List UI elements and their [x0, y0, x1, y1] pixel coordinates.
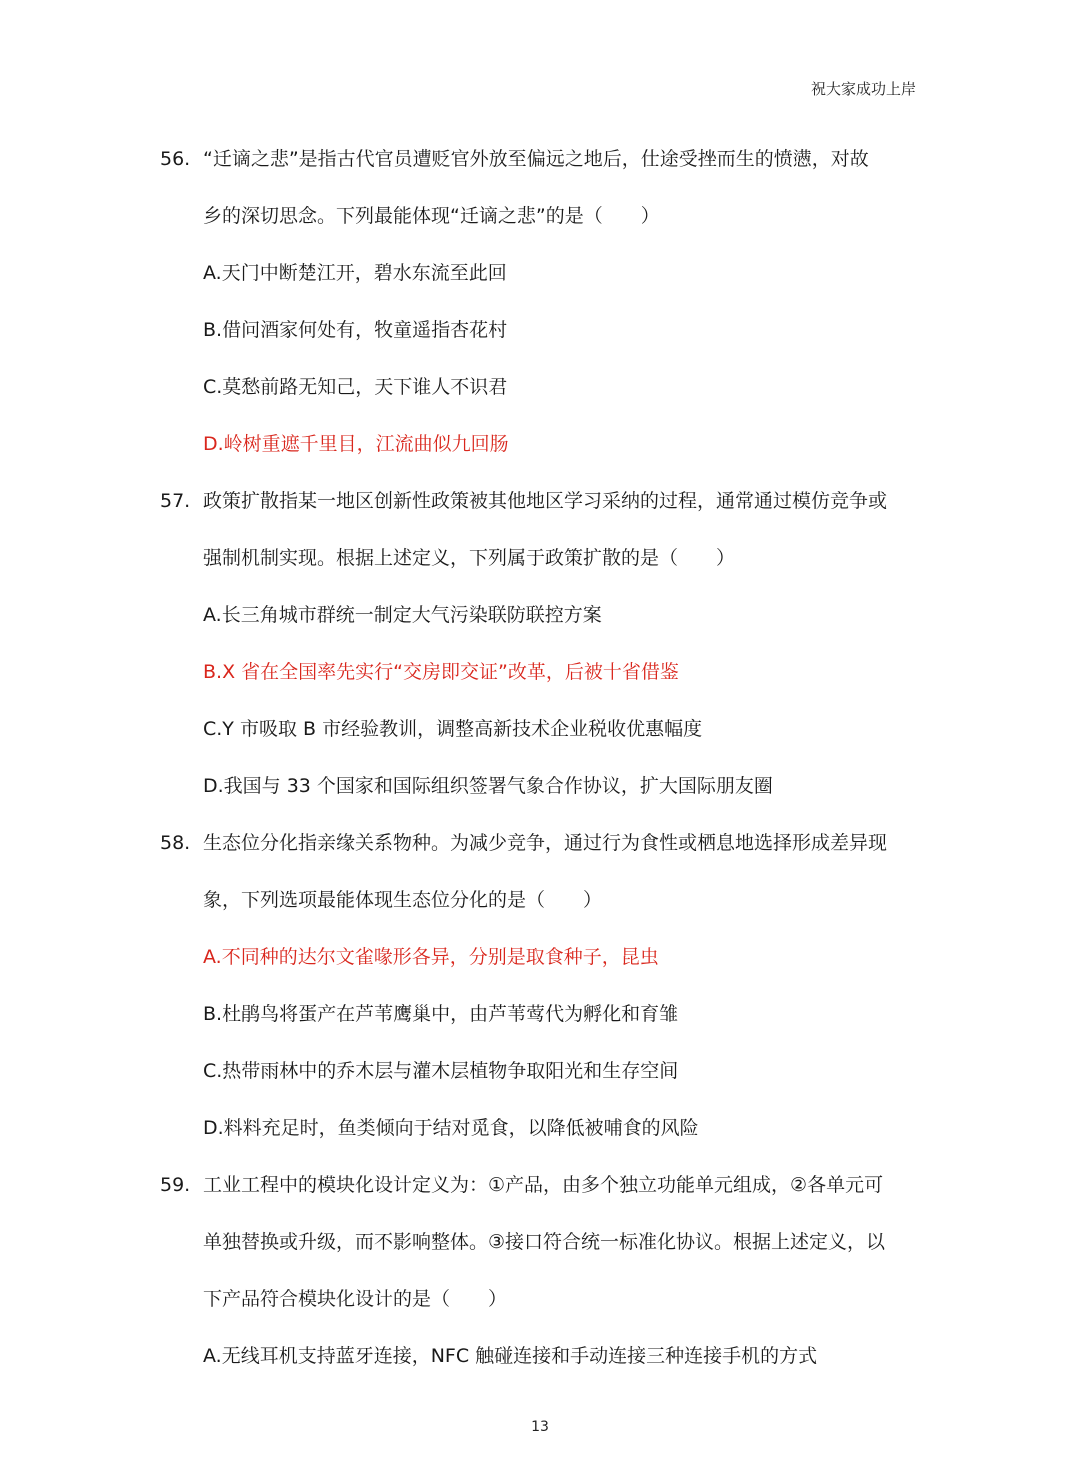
page-number: 13 — [531, 1419, 549, 1435]
questions-container — [160, 140, 920, 1394]
option-d: D.岭树重遮千里目，江流曲似九回肠 — [203, 433, 509, 455]
question-stem-line — [160, 824, 920, 862]
question-number: 59. — [160, 1174, 191, 1196]
question-text: 政策扩散指某一地区创新性政策被其他地区学习采纳的过程，通常通过模仿竞争或 — [203, 490, 888, 512]
option-c: C.Y 市吸取 B 市经验教训，调整高新技术企业税收优惠幅度 — [203, 718, 703, 740]
question-stem-line: 乡的深切思念。下列最能体现“迁谪之悲”的是（ ） — [203, 205, 660, 227]
question-number: 56. — [160, 148, 191, 170]
option-b: B.X 省在全国率先实行“交房即交证”改革，后被十省借鉴 — [203, 661, 679, 683]
option-b: B.杜鹃鸟将蛋产在芦苇鹰巢中，由芦苇莺代为孵化和育雏 — [203, 1003, 679, 1025]
question-stem-line — [160, 1166, 920, 1204]
option-a: A.天门中断楚江开，碧水东流至此回 — [203, 262, 507, 284]
question-stem-line: 单独替换或升级，而不影响整体。③接口符合统一标准化协议。根据上述定义，以 — [203, 1231, 886, 1253]
option-d: D.料料充足时，鱼类倾向于结对觅食，以降低被哺食的风险 — [203, 1117, 699, 1139]
question-text: 生态位分化指亲缘关系物种。为减少竞争，通过行为食性或栖息地选择形成差异现 — [203, 832, 888, 854]
question-stem-line: 象，下列选项最能体现生态位分化的是（ ） — [203, 889, 603, 911]
page-header-slogan: 祝大家成功上岸 — [810, 80, 916, 98]
question-stem-line: 强制机制实现。根据上述定义，下列属于政策扩散的是（ ） — [203, 547, 736, 569]
question-stem-line — [160, 140, 920, 178]
question-58 — [160, 824, 920, 1147]
question-text: 工业工程中的模块化设计定义为：①产品，由多个独立功能单元组成，②各单元可 — [203, 1174, 884, 1196]
question-text: “迁谪之悲”是指古代官员遭贬官外放至偏远之地后，仕途受挫而生的愤懑，对故 — [203, 148, 869, 170]
question-56 — [160, 140, 920, 463]
option-a: A.长三角城市群统一制定大气污染联防联控方案 — [203, 604, 602, 626]
question-number: 58. — [160, 832, 191, 854]
option-c: C.热带雨林中的乔木层与灌木层植物争取阳光和生存空间 — [203, 1060, 679, 1082]
question-stem-line — [160, 482, 920, 520]
question-57 — [160, 482, 920, 805]
option-a: A.无线耳机支持蓝牙连接，NFC 触碰连接和手动连接三种连接手机的方式 — [203, 1345, 818, 1367]
option-c: C.莫愁前路无知己，天下谁人不识君 — [203, 376, 508, 398]
question-59 — [160, 1166, 920, 1375]
option-a: A.不同种的达尔文雀喙形各异，分别是取食种子，昆虫 — [203, 946, 659, 968]
question-number: 57. — [160, 490, 191, 512]
option-b: B.借问酒家何处有，牧童遥指杏花村 — [203, 319, 508, 341]
option-d: D.我国与 33 个国家和国际组织签署气象合作协议，扩大国际朋友圈 — [203, 775, 773, 797]
question-stem-line: 下产品符合模块化设计的是（ ） — [203, 1288, 508, 1310]
